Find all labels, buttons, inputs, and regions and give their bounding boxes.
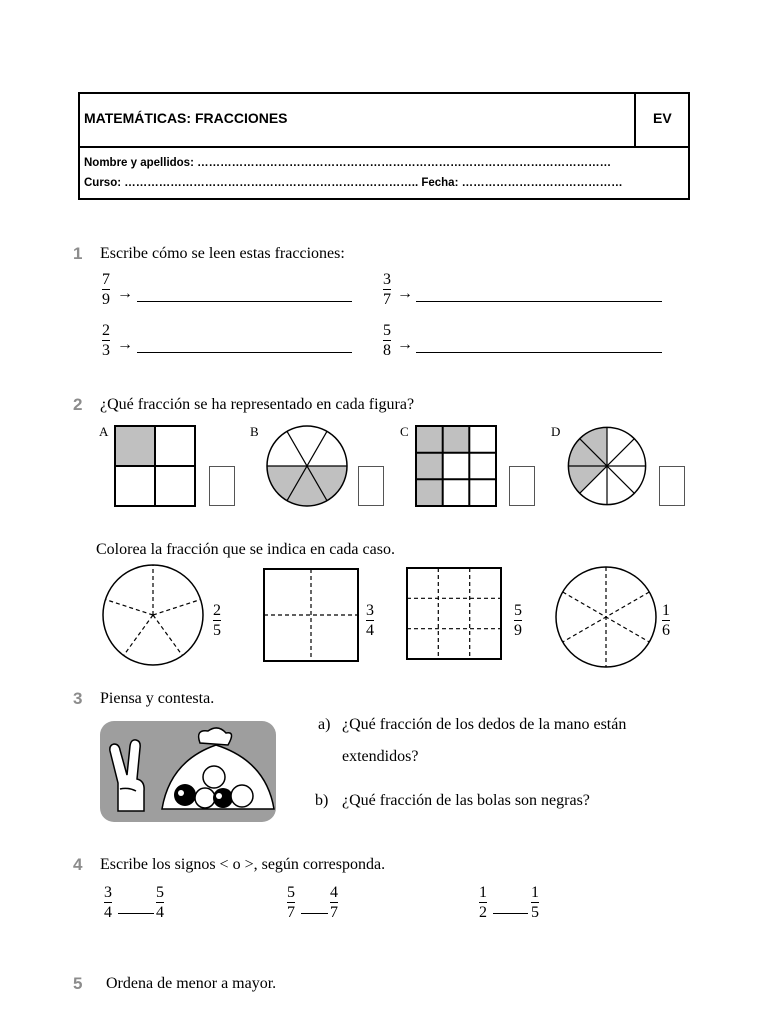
denominator: 4 [156,904,164,922]
arrow-icon: → [117,336,133,353]
numerator: 3 [104,884,112,901]
color-figure-2[interactable] [264,569,358,661]
numerator: 3 [366,602,374,619]
compare-blank[interactable] [493,913,528,914]
figure-d [568,427,645,504]
fraction [662,602,670,639]
question-number: 1 [73,244,83,263]
fraction [366,602,374,639]
worksheet-code: EV [653,110,672,126]
fraction [330,884,338,921]
fraction [156,884,164,921]
fraction [213,602,221,639]
fraction [479,884,487,921]
subquestion-label: a) [318,716,331,733]
figure-label: A [99,424,109,439]
compare-blank[interactable] [118,913,154,914]
subquestion-text: ¿Qué fracción de los dedos de la mano están [342,716,627,733]
color-figure-1[interactable] [103,565,203,665]
subquestion-text: ¿Qué fracción de las bolas son negras? [342,792,590,809]
question-text: Escribe cómo se leen estas fracciones: [100,245,345,262]
color-figure-3[interactable] [407,568,501,659]
course-date-field[interactable]: Curso: ………………………………………………………………….. Fecha: …………………………………… [84,177,623,189]
question-text: Escribe los signos < o >, según corresponda. [100,856,386,873]
figure-label: C [400,424,409,439]
denominator: 8 [383,342,391,360]
denominator: 5 [531,904,539,922]
color-figure-4[interactable] [556,567,656,667]
fraction [104,884,112,921]
denominator: 5 [213,622,221,640]
question-number: 5 [73,974,83,993]
numerator: 3 [383,271,391,288]
q3-illustration [100,721,276,822]
denominator: 7 [383,291,391,309]
question-number: 3 [73,689,83,708]
numerator: 5 [287,884,295,901]
subquestion-text: extendidos? [342,748,419,765]
name-field[interactable]: Nombre y apellidos: ……………………………………………………………………………………………… [84,157,612,169]
numerator: 7 [102,271,110,288]
figure-b [267,426,347,506]
denominator: 6 [662,622,670,640]
subquestion-label: b) [315,792,329,809]
figure-label: D [551,424,561,439]
answer-box[interactable] [358,466,384,506]
numerator: 1 [531,884,539,901]
numerator: 4 [330,884,338,901]
question-text: Piensa y contesta. [100,690,215,707]
answer-box[interactable] [209,466,235,506]
denominator: 9 [102,291,110,309]
figure-label: B [250,424,259,439]
fraction [531,884,539,921]
fraction [514,602,522,639]
compare-blank[interactable] [301,913,328,914]
question-number: 2 [73,395,83,414]
arrow-icon: → [117,285,133,302]
figure-c [416,426,496,506]
subquestion-text: Colorea la fracción que se indica en cada caso. [96,541,395,558]
numerator: 5 [156,884,164,901]
denominator: 7 [287,904,295,922]
numerator: 5 [514,602,522,619]
denominator: 4 [104,904,112,922]
answer-box[interactable] [509,466,535,506]
denominator: 4 [366,622,374,640]
numerator: 1 [479,884,487,901]
denominator: 9 [514,622,522,640]
question-number: 4 [73,855,83,874]
denominator: 7 [330,904,338,922]
arrow-icon: → [397,336,413,353]
figure-a [115,426,195,506]
arrow-icon: → [397,285,413,302]
denominator: 2 [479,904,487,922]
worksheet-title: MATEMÁTICAS: FRACCIONES [84,110,288,126]
numerator: 1 [662,602,670,619]
numerator: 2 [102,322,110,339]
numerator: 2 [213,602,221,619]
numerator: 5 [383,322,391,339]
denominator: 3 [102,342,110,360]
fraction [287,884,295,921]
question-text: ¿Qué fracción se ha representado en cada figura? [100,396,415,413]
answer-box[interactable] [659,466,685,506]
question-text: Ordena de menor a mayor. [106,975,277,992]
